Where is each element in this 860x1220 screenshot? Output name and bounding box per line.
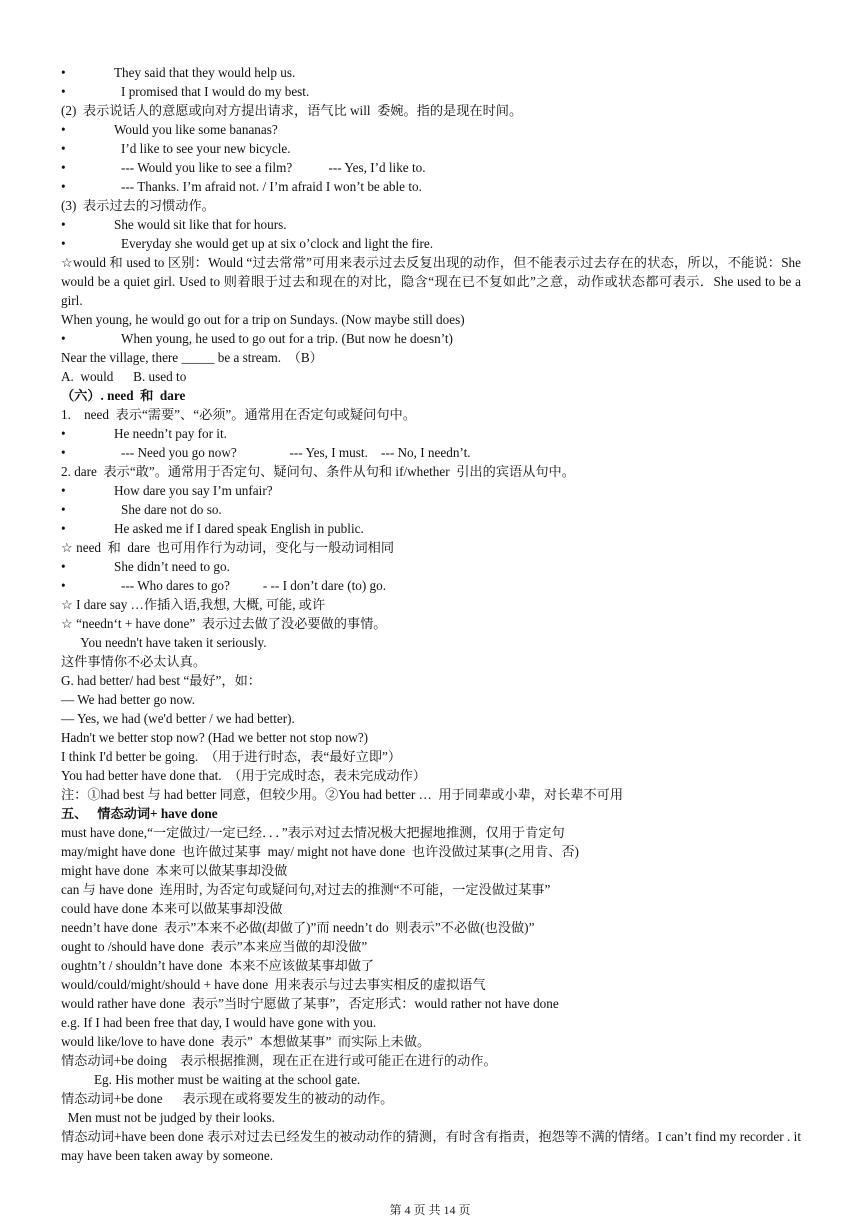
text-line: • He needn’t pay for it. <box>61 424 801 443</box>
text-line: A. would B. used to <box>61 369 187 384</box>
text-line: ☆ I dare say …作插入语,我想, 大概, 可能, 或许 <box>61 597 326 612</box>
text-line: • I promised that I would do my best. <box>61 82 801 101</box>
text-line: Hadn't we better stop now? (Had we better not stop now?) <box>61 730 369 745</box>
text-line: ☆ “needn‘t + have done” 表示过去做了没必要做的事情。 <box>61 616 387 631</box>
text-line: 情态动词+have been done 表示对过去已经发生的被动动作的猜测，有时含有指责，抱怨等不满的情绪。I can’t find my recorder . it may have been taken away by someone. <box>61 1129 801 1163</box>
text-line: • She didn’t need to go. <box>61 557 801 576</box>
text-line: Near the village, there _____ be a stream. （B） <box>61 350 323 365</box>
text-line: （六）. need 和 dare <box>61 388 186 403</box>
text-line: — Yes, we had (we'd better / we had better). <box>61 711 295 726</box>
text-line: e.g. If I had been free that day, I would have gone with you. <box>61 1015 377 1030</box>
text-line: G. had better/ had best “最好”，如： <box>61 673 261 688</box>
text-line: • When young, he used to go out for a trip. (But now he doesn’t) <box>61 329 801 348</box>
text-line: Eg. His mother must be waiting at the school gate. <box>61 1072 361 1087</box>
text-line: 这件事情你不必太认真。 <box>61 654 207 669</box>
text-line: I think I'd better be going. （用于进行时态，表“最好立即”） <box>61 749 402 764</box>
text-line: would rather have done 表示”当时宁愿做了某事”，否定形式：would rather not have done <box>61 996 559 1011</box>
text-line: 2. dare 表示“敢”。通常用于否定句、疑问句、条件从句和 if/whether 引出的宾语从句中。 <box>61 464 575 479</box>
text-line: 1. need 表示“需要”、“必须”。通常用在否定句或疑问句中。 <box>61 407 416 422</box>
text-line: oughtn’t / shouldn’t have done 本来不应该做某事却做了 <box>61 958 375 973</box>
document-body <box>61 63 801 1165</box>
text-line: 注：①had best 与 had better 同意，但较少用。②You had better … 用于同辈或小辈，对长辈不可用 <box>61 787 624 802</box>
text-line: • I’d like to see your new bicycle. <box>61 139 801 158</box>
text-line: • How dare you say I’m unfair? <box>61 481 801 500</box>
text-line: 情态动词+be done 表示现在或将要发生的被动的动作。 <box>61 1091 394 1106</box>
text-line: (2) 表示说话人的意愿或向对方提出请求，语气比 will 委婉。指的是现在时间。 <box>61 103 523 118</box>
text-line: could have done 本来可以做某事却没做 <box>61 901 283 916</box>
text-line: can 与 have done 连用时, 为否定句或疑问句,对过去的推测“不可能，一定没做过某事” <box>61 882 551 897</box>
text-line: • --- Who dares to go? - -- I don’t dare (to) go. <box>61 576 801 595</box>
text-line: ☆ need 和 dare 也可用作行为动词，变化与一般动词相同 <box>61 540 395 555</box>
text-line: would like/love to have done 表示” 本想做某事” 而实际上未做。 <box>61 1034 431 1049</box>
text-line: may/might have done 也许做过某事 may/ might not have done 也许没做过某事(之用肯、否) <box>61 844 579 859</box>
text-line: needn’t have done 表示”本来不必做(却做了)”而 needn’t do 则表示”不必做(也没做)” <box>61 920 535 935</box>
text-line: must have done,“一定做过/一定已经．．．”表示对过去情况极大把握地推测，仅用于肯定句 <box>61 825 565 840</box>
text-line: 五、 情态动词+ have done <box>61 806 218 821</box>
text-line: — We had better go now. <box>61 692 196 707</box>
page-footer: 第 4 页 共 14 页 <box>389 1203 471 1217</box>
text-line: might have done 本来可以做某事却没做 <box>61 863 288 878</box>
text-line: • She dare not do so. <box>61 500 801 519</box>
text-line: • He asked me if I dared speak English in public. <box>61 519 801 538</box>
text-line: ought to /should have done 表示”本来应当做的却没做” <box>61 939 368 954</box>
text-line: 情态动词+be doing 表示根据推测，现在正在进行或可能正在进行的动作。 <box>61 1053 497 1068</box>
text-line: ☆would 和 used to 区别：Would “过去常常”可用来表示过去反复出现的动作，但不能表示过去存在的状态，所以，不能说：She would be a quiet girl. Used to 则着眼于过去和现在的对比，隐含“现在已不复如此”之意，动作或状态都可表示．She used to be a girl. <box>61 255 801 308</box>
text-line: • Would you like some bananas? <box>61 120 801 139</box>
text-line: You needn't have taken it seriously. <box>61 635 267 650</box>
text-line: You had better have done that. （用于完成时态，表未完成动作） <box>61 768 426 783</box>
text-line: • --- Thanks. I’m afraid not. / I’m afraid I won’t be able to. <box>61 177 801 196</box>
text-line: Men must not be judged by their looks. <box>61 1110 275 1125</box>
text-line: • --- Need you go now? --- Yes, I must. --- No, I needn’t. <box>61 443 801 462</box>
text-line: • --- Would you like to see a film? --- Yes, I’d like to. <box>61 158 801 177</box>
text-line: • She would sit like that for hours. <box>61 215 801 234</box>
text-line: • Everyday she would get up at six o’clock and light the fire. <box>61 234 801 253</box>
text-line: • They said that they would help us. <box>61 63 801 82</box>
text-line: would/could/might/should + have done 用来表示与过去事实相反的虚拟语气 <box>61 977 486 992</box>
text-line: (3) 表示过去的习惯动作。 <box>61 198 215 213</box>
text-line: When young, he would go out for a trip on Sundays. (Now maybe still does) <box>61 312 465 327</box>
